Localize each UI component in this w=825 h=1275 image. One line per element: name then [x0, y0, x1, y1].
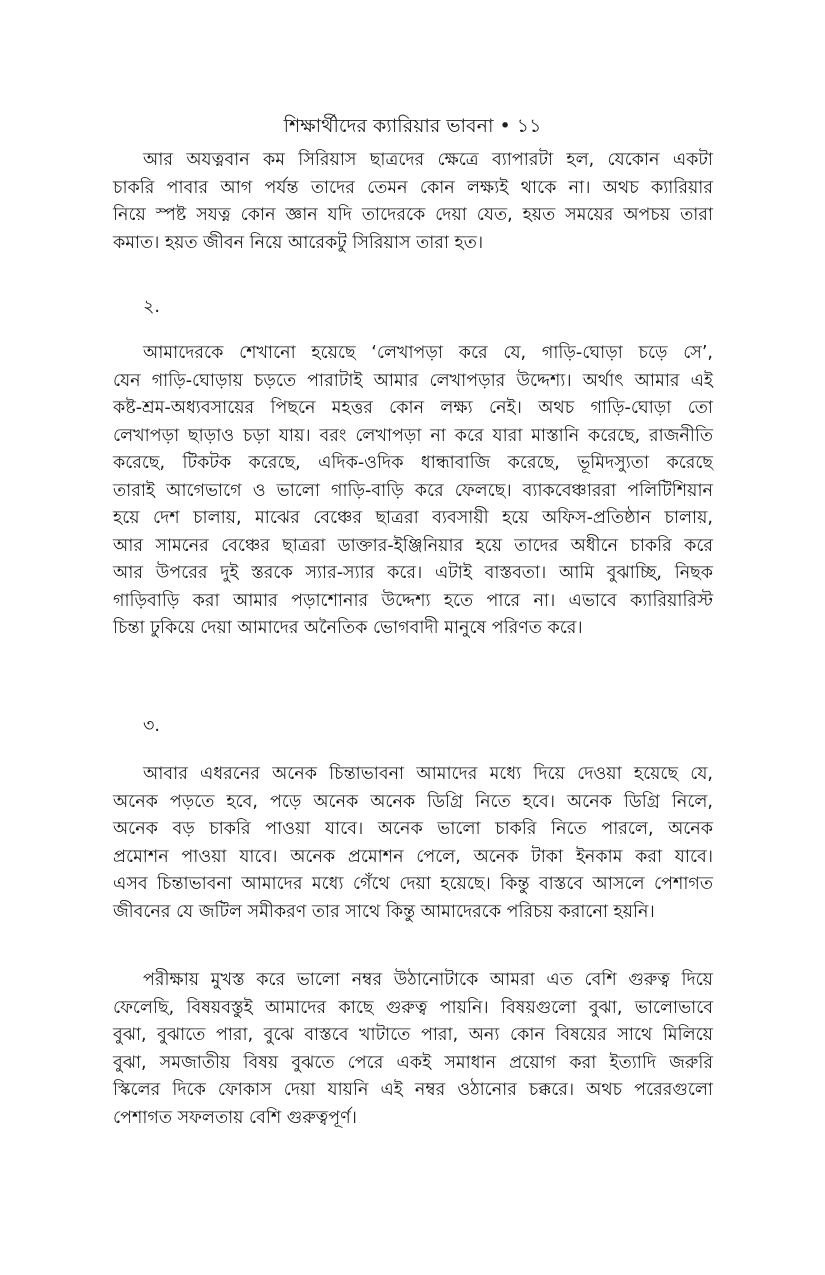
text-line: যেন গাড়ি-ঘোড়ায় চড়তে পারাটাই আমার লেখাপড়ার উদ্দেশ্য। অর্থাৎ আমার এই — [113, 370, 713, 391]
text-line: অনেক বড় চাকরি পাওয়া যাবে। অনেক ভালো চাকরি নিতে পারলে, অনেক — [113, 819, 713, 839]
text-line: তারাই আগেভাগে ও ভালো গাড়ি-বাড়ি করে ফেলছে। ব্যাকবেঞ্চাররা পলিটিশিয়ান — [113, 480, 713, 501]
text-line: লেখাপড়া ছাড়াও চড়া যায়। বরং লেখাপড়া না করে যারা মাস্তানি করেছে, রাজনীতি — [113, 425, 713, 446]
text-line: এসব চিন্তাভাবনা আমাদের মধ্যে গেঁথে দেয়া হয়েছে। কিন্তু বাস্তবে আসলে পেশাগত — [113, 874, 713, 894]
text-line: আর উপরের দুই স্তরকে স্যার-স্যার করে। এটাই বাস্তবতা। আমি বুঝাচ্ছি, নিছক — [113, 563, 713, 583]
section-number: ৩. — [143, 716, 160, 736]
text-line: কমাত। হয়ত জীবন নিয়ে আরেকটু সিরিয়াস তারা হত। — [113, 232, 484, 253]
running-header: শিক্ষার্থীদের ক্যারিয়ার ভাবনা • ১১ — [283, 115, 542, 137]
section-number: ২. — [143, 297, 160, 317]
text-line: বুঝা, বুঝাতে পারা, বুঝে বাস্তবে খাটাতে পারা, অন্য কোন বিষয়ের সাথে মিলিয়ে — [113, 1025, 713, 1045]
text-line: আর সামনের বেঞ্চের ছাত্ররা ডাক্তার-ইঞ্জিনিয়ার হয়ে তাদের অধীনে চাকরি করে — [113, 535, 713, 556]
text-line: চাকরি পাবার আগ পর্যন্ত তাদের তেমন কোন লক্ষ্যই থাকে না। অথচ ক্যারিয়ার — [113, 177, 713, 198]
text-line: চিন্তা ঢুকিয়ে দেয়া আমাদের অনৈতিক ভোগবাদী মানুষে পরিণত করে। — [113, 618, 583, 638]
paragraph-2 — [113, 340, 713, 643]
text-line: করেছে, টিকটক করেছে, এদিক-ওদিক ধান্ধাবাজি করেছে, ভূমিদস্যুতা করেছে — [113, 453, 713, 473]
text-line: কষ্ট-শ্রম-অধ্যবসায়ের পিছনে মহত্তর কোন লক্ষ্য নেই। অথচ গাড়ি-ঘোড়া তো — [113, 398, 713, 418]
text-line: বুঝা, সমজাতীয় বিষয় বুঝতে পেরে একই সমাধান প্রয়োগ করা ইত্যাদি জরুরি — [113, 1052, 713, 1073]
text-line: পরীক্ষায় মুখস্ত করে ভালো নম্বর উঠানোটাকে আমরা এত বেশি গুরুত্ব দিয়ে — [143, 970, 713, 990]
text-line: স্কিলের দিকে ফোকাস দেয়া যায়নি এই নম্বর ওঠানোর চক্করে। অথচ পরেরগুলো — [113, 1080, 713, 1100]
text-line: গাড়িবাড়ি করা আমার পড়াশোনার উদ্দেশ্য হতে পারে না। এভাবে ক্যারিয়ারিস্ট — [113, 590, 713, 611]
text-line: আমাদেরকে শেখানো হয়েছে ‘লেখাপড়া করে যে, গাড়ি-ঘোড়া চড়ে সে’, — [143, 343, 713, 363]
text-line: জীবনের যে জটিল সমীকরণ তার সাথে কিন্তু আমাদেরকে পরিচয় করানো হয়নি। — [113, 901, 655, 922]
text-line: আর অযত্নবান কম সিরিয়াস ছাত্রদের ক্ষেত্রে ব্যাপারটা হল, যেকোন একটা — [143, 150, 713, 170]
text-line: অনেক পড়তে হবে, পড়ে অনেক অনেক ডিগ্রি নিতে হবে। অনেক ডিগ্রি নিলে, — [113, 791, 713, 812]
paragraph-4 — [113, 967, 713, 1132]
text-line: পেশাগত সফলতায় বেশি গুরুত্বপূর্ণ। — [113, 1107, 357, 1128]
paragraph-1 — [113, 147, 713, 257]
text-line: নিয়ে স্পষ্ট সযত্ন কোন জ্ঞান যদি তাদেরকে দেয়া যেত, হয়ত সময়ের অপচয় তারা — [113, 205, 713, 225]
text-line: ফেলেছি, বিষয়বস্তুই আমাদের কাছে গুরুত্ব পায়নি। বিষয়গুলো বুঝা, ভালোভাবে — [113, 997, 713, 1018]
text-line: প্রমোশন পাওয়া যাবে। অনেক প্রমোশন পেলে, অনেক টাকা ইনকাম করা যাবে। — [113, 846, 713, 867]
paragraph-3 — [113, 761, 713, 926]
text-line: হয়ে দেশ চালায়, মাঝের বেঞ্চের ছাত্ররা ব্যবসায়ী হয়ে অফিস-প্রতিষ্ঠান চালায়, — [113, 508, 713, 528]
text-line: আবার এধরনের অনেক চিন্তাভাবনা আমাদের মধ্যে দিয়ে দেওয়া হয়েছে যে, — [143, 764, 713, 784]
